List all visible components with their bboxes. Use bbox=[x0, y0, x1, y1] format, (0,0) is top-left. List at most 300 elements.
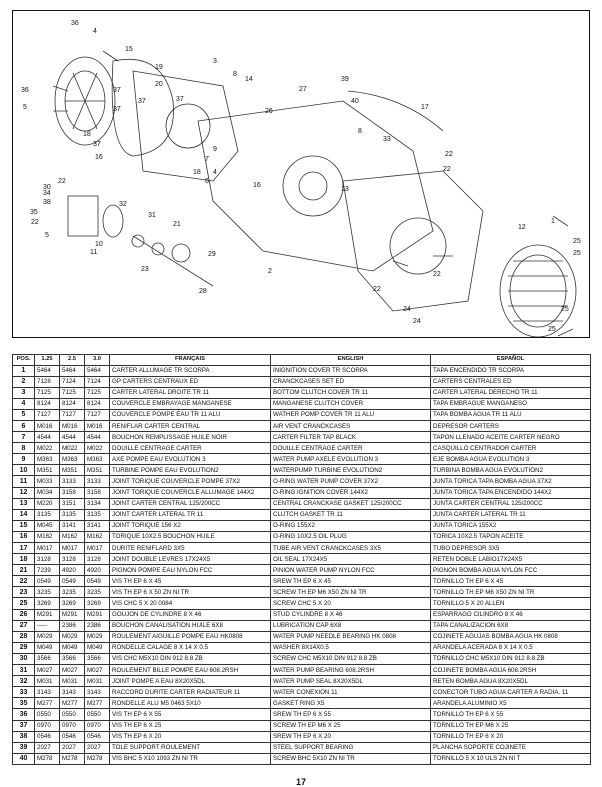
callout: 36 bbox=[71, 20, 79, 27]
callout: 28 bbox=[199, 288, 207, 295]
cell-en: WATER PUMP AXELE EVOLUTION 3 bbox=[271, 454, 431, 465]
cell-b: 3133 bbox=[60, 476, 85, 487]
cell-fr: TURBINE POMPE EAU EVOLUTION2 bbox=[110, 465, 271, 476]
callout: 24 bbox=[403, 306, 411, 313]
cell-a: 3135 bbox=[35, 509, 60, 520]
cell-c: M029 bbox=[85, 631, 110, 642]
cell-en: SCREW TH EP M6 X 25 bbox=[271, 720, 431, 731]
table-row bbox=[13, 554, 591, 565]
cell-b: 3141 bbox=[60, 520, 85, 531]
col-1-25: 1.25 bbox=[35, 355, 60, 366]
table-row bbox=[13, 565, 591, 576]
table-row bbox=[13, 376, 591, 387]
cell-pos: 3 bbox=[13, 387, 35, 398]
cell-c: 3141 bbox=[85, 520, 110, 531]
callout: 16 bbox=[95, 154, 103, 161]
callout: 2 bbox=[268, 268, 272, 275]
cell-c: 3566 bbox=[85, 653, 110, 664]
cell-fr: RONDELLE CALAGE 8 X 14 X 0.5 bbox=[110, 642, 271, 653]
cell-fr: JOINT DOUBLE LEVRES 17X24X5 bbox=[110, 554, 271, 565]
cell-a: 8124 bbox=[35, 398, 60, 409]
cell-en: SCREW CHC M5X10 DIN 912 8.8 ZB bbox=[271, 653, 431, 664]
cell-pos: 16 bbox=[13, 531, 35, 542]
cell-en: CLUTCH GASKET TR 11 bbox=[271, 509, 431, 520]
callout: 37 bbox=[138, 98, 146, 105]
cell-a: M031 bbox=[35, 676, 60, 687]
cell-en: PINION WATER PUMP NYLON FCC bbox=[271, 565, 431, 576]
callout: 26 bbox=[265, 108, 273, 115]
cell-b: 0550 bbox=[60, 709, 85, 720]
table-body bbox=[13, 365, 591, 764]
cell-c: M162 bbox=[85, 531, 110, 542]
pump-axle bbox=[133, 236, 213, 286]
callout: 40 bbox=[351, 98, 359, 105]
cell-pos: 30 bbox=[13, 653, 35, 664]
cell-es: JUNTA TORICA TAPA ENCENDIDO 144X2 bbox=[431, 487, 591, 498]
cell-en: GASKET RING X5 bbox=[271, 698, 431, 709]
cell-pos: 35 bbox=[13, 698, 35, 709]
callout: 18 bbox=[193, 169, 201, 176]
callout: 37 bbox=[113, 106, 121, 113]
callout: 37 bbox=[113, 87, 121, 94]
callout: 38 bbox=[43, 199, 51, 206]
cell-c: 0550 bbox=[85, 709, 110, 720]
cell-c: 3235 bbox=[85, 587, 110, 598]
cell-pos: 18 bbox=[13, 554, 35, 565]
cell-pos: 31 bbox=[13, 665, 35, 676]
cell-pos: 12 bbox=[13, 487, 35, 498]
callout: 35 bbox=[30, 209, 38, 216]
page-number: 17 bbox=[295, 777, 306, 787]
cell-fr: VIS TH EP 6 X 25 bbox=[110, 720, 271, 731]
cell-en: WATER PUMP BEARING 608.2RSH bbox=[271, 665, 431, 676]
cell-b: M017 bbox=[60, 543, 85, 554]
cell-c: 0970 bbox=[85, 720, 110, 731]
callout: 17 bbox=[421, 104, 429, 111]
cell-c: 2386 bbox=[85, 620, 110, 631]
cell-b: 3566 bbox=[60, 653, 85, 664]
cell-es: RETEN DOBLE LABIO17X24X5 bbox=[431, 554, 591, 565]
callout: 30 bbox=[43, 184, 51, 191]
cell-c: 3135 bbox=[85, 509, 110, 520]
cell-pos: 32 bbox=[13, 676, 35, 687]
cell-b: M278 bbox=[60, 753, 85, 764]
cell-c: 7124 bbox=[85, 376, 110, 387]
cell-pos: 13 bbox=[13, 498, 35, 509]
cell-fr: VIS BHC 5 X10 1093 ZN NI TR bbox=[110, 753, 271, 764]
cell-fr: GOUJON DE CYLINDRE 8 X 46 bbox=[110, 609, 271, 620]
cell-a: M034 bbox=[35, 487, 60, 498]
cell-en: O-RING 155X2 bbox=[271, 520, 431, 531]
cell-fr: JOINT TORIQUE 156 X2 bbox=[110, 520, 271, 531]
table-row bbox=[13, 520, 591, 531]
cell-en: SCREW BHC 5X10 ZN NI TR bbox=[271, 753, 431, 764]
callout: 18 bbox=[83, 131, 91, 138]
callout: 4 bbox=[93, 28, 97, 35]
cell-b: M162 bbox=[60, 531, 85, 542]
table-row bbox=[13, 698, 591, 709]
cell-es: COJINETE AGUJAS BOMBA AGUA HK 0808 bbox=[431, 631, 591, 642]
cell-pos: 7 bbox=[13, 432, 35, 443]
cell-fr: JOINT TORIQUE COUVERCLE POMPE 37X2 bbox=[110, 476, 271, 487]
table-row bbox=[13, 587, 591, 598]
cell-fr: ROULEMENT AIGUILLE POMPE EAU HK0808 bbox=[110, 631, 271, 642]
callout: 7 bbox=[205, 156, 209, 163]
cell-a: 0546 bbox=[35, 731, 60, 742]
cell-fr: VIS CHC 5 X 20 0084 bbox=[110, 598, 271, 609]
cell-fr: BOUCHON CANALISATION HUILE 6X8 bbox=[110, 620, 271, 631]
cell-es: TORNILLO CHC M5X10 DIN 912 8.8 ZB bbox=[431, 653, 591, 664]
callout: 24 bbox=[413, 318, 421, 325]
cell-c: 3128 bbox=[85, 554, 110, 565]
callout: 11 bbox=[90, 249, 98, 256]
cell-es: TORNILLO 5 X 20 ALLEN bbox=[431, 598, 591, 609]
cell-c: 3269 bbox=[85, 598, 110, 609]
cell-c: M022 bbox=[85, 443, 110, 454]
table-row bbox=[13, 476, 591, 487]
cell-fr: JOINT CARTER LATERAL TR 11 bbox=[110, 509, 271, 520]
cell-a: M162 bbox=[35, 531, 60, 542]
cell-b: 3151 bbox=[60, 498, 85, 509]
cell-pos: 15 bbox=[13, 520, 35, 531]
table-row bbox=[13, 620, 591, 631]
table-row bbox=[13, 365, 591, 376]
table-row bbox=[13, 409, 591, 420]
cell-c: 7125 bbox=[85, 387, 110, 398]
cell-pos: 6 bbox=[13, 420, 35, 431]
cell-a: 2027 bbox=[35, 742, 60, 753]
table-row bbox=[13, 543, 591, 554]
cell-en: CARTER FILTER TAP BLACK bbox=[271, 432, 431, 443]
table-row bbox=[13, 398, 591, 409]
cell-a: 7128 bbox=[35, 376, 60, 387]
callout: 12 bbox=[518, 224, 526, 231]
cell-c: M291 bbox=[85, 609, 110, 620]
cell-b: 4544 bbox=[60, 432, 85, 443]
callout: 31 bbox=[148, 212, 156, 219]
cell-pos: 27 bbox=[13, 620, 35, 631]
cell-c: 4544 bbox=[85, 432, 110, 443]
cell-en: LUBRICATION CAP 6X8 bbox=[271, 620, 431, 631]
callout: 27 bbox=[299, 86, 307, 93]
callout: 5 bbox=[23, 104, 27, 111]
cell-pos: 36 bbox=[13, 709, 35, 720]
cell-a: M277 bbox=[35, 698, 60, 709]
table-row bbox=[13, 753, 591, 764]
crankcase-bore-inner bbox=[299, 172, 327, 200]
pump-pinion bbox=[172, 244, 190, 262]
bolts bbox=[53, 51, 573, 336]
cell-pos: 17 bbox=[13, 543, 35, 554]
exploded-view-diagram bbox=[12, 10, 590, 338]
cell-c: M016 bbox=[85, 420, 110, 431]
cell-b: M029 bbox=[60, 631, 85, 642]
cell-en: WATER PUMP NEEDLE BEARING HK 0808 bbox=[271, 631, 431, 642]
cell-c: M049 bbox=[85, 642, 110, 653]
cell-b: M291 bbox=[60, 609, 85, 620]
callout: 14 bbox=[245, 76, 253, 83]
cell-fr: TOLE SUPPORT ROULEMENT bbox=[110, 742, 271, 753]
cell-c: M031 bbox=[85, 676, 110, 687]
callout: 10 bbox=[95, 241, 103, 248]
cell-b: M027 bbox=[60, 665, 85, 676]
cell-b: M016 bbox=[60, 420, 85, 431]
col-pos: POS. bbox=[13, 355, 35, 366]
callout: 6 bbox=[205, 178, 209, 185]
cell-es: CARTER LATERAL DERECHO TR 11 bbox=[431, 387, 591, 398]
cell-b: M363 bbox=[60, 454, 85, 465]
water-pump-cover bbox=[68, 196, 98, 236]
col-francais: FRANÇAIS bbox=[110, 355, 271, 366]
callout: 37 bbox=[176, 96, 184, 103]
callout: 22 bbox=[373, 286, 381, 293]
cell-a: M278 bbox=[35, 753, 60, 764]
cell-b: M022 bbox=[60, 443, 85, 454]
cell-a: 0550 bbox=[35, 709, 60, 720]
cell-a: M363 bbox=[35, 454, 60, 465]
cell-a: 4544 bbox=[35, 432, 60, 443]
cell-a: 3235 bbox=[35, 587, 60, 598]
cell-es: TORNILLO 5 X 10 ULS ZN NI T bbox=[431, 753, 591, 764]
col-3-0: 3.0 bbox=[85, 355, 110, 366]
cell-a: M017 bbox=[35, 543, 60, 554]
cell-es: CASQUILLO CENTRADOR CARTER bbox=[431, 443, 591, 454]
cell-a: M029 bbox=[35, 631, 60, 642]
callout: 25 bbox=[573, 238, 581, 245]
callout: 34 bbox=[43, 190, 51, 197]
cell-en: BOTTOM CLUTCH COVER TR 11 bbox=[271, 387, 431, 398]
cell-en: WASHER 8X14X0.5 bbox=[271, 642, 431, 653]
cell-en: O-RING 10X2.5 OIL PLUG bbox=[271, 531, 431, 542]
cell-b: 0546 bbox=[60, 731, 85, 742]
cell-es: EJE BOMBA AGUA EVOLUTION 3 bbox=[431, 454, 591, 465]
cell-es: JUNTA TORICA TAPA BOMBA AGUA 37X2 bbox=[431, 476, 591, 487]
engine-parts-drawing bbox=[13, 11, 590, 338]
cell-a: 5464 bbox=[35, 365, 60, 376]
cell-a: 3269 bbox=[35, 598, 60, 609]
table-row bbox=[13, 653, 591, 664]
cell-b: 0549 bbox=[60, 576, 85, 587]
cell-pos: 8 bbox=[13, 443, 35, 454]
cell-fr: VIS CHC M5X10 DIN 912 8.8 ZB bbox=[110, 653, 271, 664]
cell-fr: GP CARTERS CENTRAUX ED bbox=[110, 376, 271, 387]
callout: 22 bbox=[443, 166, 451, 173]
table-row bbox=[13, 498, 591, 509]
cell-pos: 5 bbox=[13, 409, 35, 420]
callout: 13 bbox=[341, 186, 349, 193]
table-row bbox=[13, 720, 591, 731]
cell-a: M027 bbox=[35, 665, 60, 676]
cell-b: 3235 bbox=[60, 587, 85, 598]
cell-en: TUBE AIR VENT CRANCKCASES 3X5 bbox=[271, 543, 431, 554]
cell-es: TAPA EMBRAGUE MANGANESO bbox=[431, 398, 591, 409]
cell-es: JUNTA CARTER LATERAL TR 11 bbox=[431, 509, 591, 520]
cell-c: 2027 bbox=[85, 742, 110, 753]
cell-c: M363 bbox=[85, 454, 110, 465]
cover-ribs bbox=[65, 73, 105, 129]
cell-a: 0549 bbox=[35, 576, 60, 587]
cell-en: WATERPUMP TURBINE EVOLUTION2 bbox=[271, 465, 431, 476]
cell-en: STUD CYLINDRE 8 X 46 bbox=[271, 609, 431, 620]
cell-es: TORNILLO TH EP 6 X 20 bbox=[431, 731, 591, 742]
pump-o-ring bbox=[103, 205, 123, 237]
cell-c: M278 bbox=[85, 753, 110, 764]
cell-pos: 11 bbox=[13, 476, 35, 487]
table-row bbox=[13, 665, 591, 676]
cell-es: PLANCHA SOPORTE COJINETE bbox=[431, 742, 591, 753]
table-row bbox=[13, 642, 591, 653]
cell-fr: RENIFLAR CARTER CENTRAL bbox=[110, 420, 271, 431]
cell-pos: 25 bbox=[13, 598, 35, 609]
right-crankcase-bore bbox=[390, 218, 446, 274]
callout: 33 bbox=[383, 136, 391, 143]
table-row bbox=[13, 709, 591, 720]
cell-en: MANGANESE CLUTCH COVER bbox=[271, 398, 431, 409]
callout: 3 bbox=[213, 58, 217, 65]
callout: 22 bbox=[31, 219, 39, 226]
callout: 25 bbox=[561, 306, 569, 313]
cell-es: DEPRESOR CARTERS bbox=[431, 420, 591, 431]
cell-pos: 10 bbox=[13, 465, 35, 476]
cell-a: ----- bbox=[35, 620, 60, 631]
parts-table bbox=[12, 354, 591, 765]
cell-b: 7125 bbox=[60, 387, 85, 398]
cell-es: ESPARRAGO CILINDRO 8 X 46 bbox=[431, 609, 591, 620]
cell-b: 2027 bbox=[60, 742, 85, 753]
cell-b: 4920 bbox=[60, 565, 85, 576]
callout: 20 bbox=[155, 81, 163, 88]
cell-es: TORNILLO TH EP M6 X50 ZN NI TR bbox=[431, 587, 591, 598]
callout: 15 bbox=[125, 46, 133, 53]
cell-c: M351 bbox=[85, 465, 110, 476]
callout: 9 bbox=[213, 146, 217, 153]
cell-c: M277 bbox=[85, 698, 110, 709]
cell-b: 3135 bbox=[60, 509, 85, 520]
table-row bbox=[13, 631, 591, 642]
cell-b: 2386 bbox=[60, 620, 85, 631]
callout: 23 bbox=[141, 266, 149, 273]
cell-en: CRANCKCASES SET ED bbox=[271, 376, 431, 387]
col-espanol: ESPAÑOL bbox=[431, 355, 591, 366]
cell-b: 3128 bbox=[60, 554, 85, 565]
right-crankcase-shape bbox=[343, 171, 483, 311]
cell-a: 7125 bbox=[35, 387, 60, 398]
cell-c: 3158 bbox=[85, 487, 110, 498]
cell-es: TAPA BOMBA AGUA TR 11 ALU bbox=[431, 409, 591, 420]
cell-pos: 39 bbox=[13, 742, 35, 753]
callout: 36 bbox=[21, 87, 29, 94]
cell-es: RETEN BOMBA AGUA 8X20X5DL bbox=[431, 676, 591, 687]
table-row bbox=[13, 687, 591, 698]
cell-b: M049 bbox=[60, 642, 85, 653]
cell-es: PIGNON BOMBA AGUA NYLON FCC bbox=[431, 565, 591, 576]
cell-a: M033 bbox=[35, 476, 60, 487]
cell-b: 5464 bbox=[60, 365, 85, 376]
cell-es: TORNILLO TH EP M6 X 25 bbox=[431, 720, 591, 731]
cell-es: JUNTA TORICA 155X2 bbox=[431, 520, 591, 531]
cell-c: 5464 bbox=[85, 365, 110, 376]
cell-es: TAPON LLENADO ACEITE CARTER NEGRO bbox=[431, 432, 591, 443]
table-row bbox=[13, 609, 591, 620]
callout: 8 bbox=[358, 128, 362, 135]
cell-a: 3566 bbox=[35, 653, 60, 664]
callout: 5 bbox=[45, 232, 49, 239]
cell-a: 7127 bbox=[35, 409, 60, 420]
cell-b: 7124 bbox=[60, 376, 85, 387]
cell-en: SCREW CHC 5 X 20 bbox=[271, 598, 431, 609]
cell-b: M277 bbox=[60, 698, 85, 709]
cell-fr: AXE POMPE EAU EVOLUTION 3 bbox=[110, 454, 271, 465]
cell-c: 3133 bbox=[85, 476, 110, 487]
table-row bbox=[13, 454, 591, 465]
cell-a: M016 bbox=[35, 420, 60, 431]
callout-labels bbox=[21, 20, 581, 333]
cell-pos: 4 bbox=[13, 398, 35, 409]
cell-en: SREW TH EP 6 X 55 bbox=[271, 709, 431, 720]
callout: 39 bbox=[341, 76, 349, 83]
cell-pos: 9 bbox=[13, 454, 35, 465]
callout: 29 bbox=[208, 251, 216, 258]
table-row bbox=[13, 676, 591, 687]
cell-pos: 40 bbox=[13, 753, 35, 764]
cell-b: 7127 bbox=[60, 409, 85, 420]
cell-c: 7127 bbox=[85, 409, 110, 420]
cell-pos: 23 bbox=[13, 587, 35, 598]
cell-b: 3269 bbox=[60, 598, 85, 609]
cell-en: O-RING WATER PUMP COVER 37X2 bbox=[271, 476, 431, 487]
table-row bbox=[13, 465, 591, 476]
table-row bbox=[13, 443, 591, 454]
table-row bbox=[13, 420, 591, 431]
cell-fr: RONDELLE ALU M5 0463 5X10 bbox=[110, 698, 271, 709]
cell-en: SREW TH EP 6 X 45 bbox=[271, 576, 431, 587]
cell-en: WATER PUMP SEAL 8X20X5DL bbox=[271, 676, 431, 687]
cell-fr: VIS TH EP 6 X 50 ZN NI TR bbox=[110, 587, 271, 598]
callout: 37 bbox=[93, 141, 101, 148]
cell-pos: 26 bbox=[13, 609, 35, 620]
cell-fr: DOUILLE CENTRAGE CARTER bbox=[110, 443, 271, 454]
cell-es: COJINETE BOMBA AGUA 608.2RSH bbox=[431, 665, 591, 676]
table-row bbox=[13, 432, 591, 443]
cell-pos: 29 bbox=[13, 642, 35, 653]
cell-c: 3134 bbox=[85, 498, 110, 509]
callout: 19 bbox=[155, 64, 163, 71]
cell-c: 3143 bbox=[85, 687, 110, 698]
cell-a: M022 bbox=[35, 443, 60, 454]
table-header-row bbox=[13, 355, 591, 366]
cell-fr: TORIQUE 10X2.5 BOUCHON HUILE bbox=[110, 531, 271, 542]
table-row bbox=[13, 598, 591, 609]
cell-c: 0549 bbox=[85, 576, 110, 587]
cell-fr: BOUCHON REMPLISSAGE HUILE NOIR bbox=[110, 432, 271, 443]
cell-es: ARANDELA ALUMINIO X5 bbox=[431, 698, 591, 709]
cell-fr: COUVERCLE POMPE EAU TR 11 ALU bbox=[110, 409, 271, 420]
cell-en: OIL SEAL 17X24X5 bbox=[271, 554, 431, 565]
cell-a: M291 bbox=[35, 609, 60, 620]
cell-pos: 22 bbox=[13, 576, 35, 587]
cell-es: TAPA CANALIZACION 6X8 bbox=[431, 620, 591, 631]
table-row bbox=[13, 387, 591, 398]
cell-fr: CARTER ALLUMAGE TR SCORPA bbox=[110, 365, 271, 376]
cell-en: AIR VENT CRANCKCASES bbox=[271, 420, 431, 431]
ignition-cover-ribs bbox=[508, 261, 568, 321]
cell-a: M049 bbox=[35, 642, 60, 653]
cell-es: TORICA 10X2.5 TAPON ACEITE bbox=[431, 531, 591, 542]
cell-pos: 1 bbox=[13, 365, 35, 376]
cell-es: CONECTOR TUBO AGUA CARTER A RADIA. 11 bbox=[431, 687, 591, 698]
callout: 4 bbox=[213, 169, 217, 176]
cell-fr: PIGNON POMPE EAU NYLON FCC bbox=[110, 565, 271, 576]
